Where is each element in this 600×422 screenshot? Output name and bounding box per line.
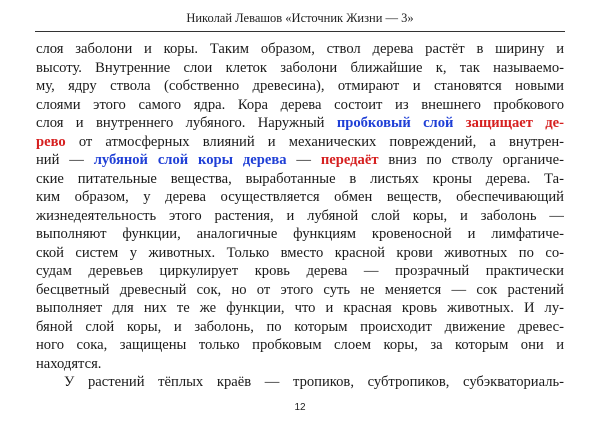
text-line-14: бесцветный древесный сок, но от этого суть не меняется — сок растений (36, 281, 564, 298)
text-segment (453, 115, 465, 131)
highlight-protects: защищает де- (465, 115, 564, 131)
text-line-17: ного сока, защищены только пробковым слоем коры, за которым они и (36, 337, 564, 353)
text-line-9: ким образом, у дерева осуществляется обмен веществ, обеспечивающий (36, 189, 564, 205)
text-segment: слоя и внутреннего лубяного. Наружный (36, 115, 337, 131)
text-line-12: ской систем у животных. Только вместо красной крови животных по со- (36, 244, 564, 261)
text-line-4: слоями этого самого ядра. Кора дерева состоит из внешнего пробкового (36, 96, 564, 113)
highlight-transfers: передаёт (320, 152, 379, 168)
highlight-bast-layer: лубяной слой коры дерева (93, 152, 287, 168)
main-text (36, 40, 564, 392)
text-line-1: слоя заболони и коры. Таким образом, ствол дерева растёт в ширину и (36, 41, 564, 57)
text-line-16: бяной слой коры, и заболонь, по которым происходит движение древес- (36, 318, 564, 335)
text-line-7 (36, 151, 564, 170)
text-line-13: судам деревьев циркулирует кровь дерева — прозрачный практически (36, 263, 564, 279)
text-line-19: У растений тёплых краёв — тропиков, субтропиков, субэкваториаль- (64, 374, 564, 390)
text-line-8: ские питательные вещества, выработанные в листьях кроны дерева. Та- (36, 170, 564, 187)
text-line-18: находятся. (36, 355, 102, 372)
text-segment: ний — (36, 152, 94, 168)
text-line-2: высоту. Внутренние слои клеток заболони ближайшие к, так называемо- (36, 59, 564, 76)
text-segment: от атмосферных влияний и механических повреждений, а внутрен- (65, 133, 564, 150)
text-line-15: выполняет для них те же функции, что и красная кровь животных. И лу- (36, 300, 564, 316)
text-line-10: жизнедеятельность этого растения, и лубяной слой коры, и заболонь — (36, 207, 564, 224)
text-segment: вниз по стволу органиче- (378, 152, 564, 168)
text-line-3: му, ядру ствола (собственно древесина), отмирают и становятся новыми (36, 78, 564, 94)
header-divider (35, 31, 565, 32)
text-line-5 (36, 114, 564, 133)
text-line-11: выполняют функции, аналогичные функциям кровеносной и лимфатиче- (36, 226, 564, 242)
highlight-cork-layer: пробковый слой (336, 115, 454, 131)
running-header: Николай Левашов «Источник Жизни — 3» (186, 11, 414, 25)
text-segment: — (286, 152, 321, 168)
text-line-6 (36, 133, 564, 152)
page-number: 12 (294, 402, 306, 413)
highlight-protects-end: рево (36, 133, 66, 150)
